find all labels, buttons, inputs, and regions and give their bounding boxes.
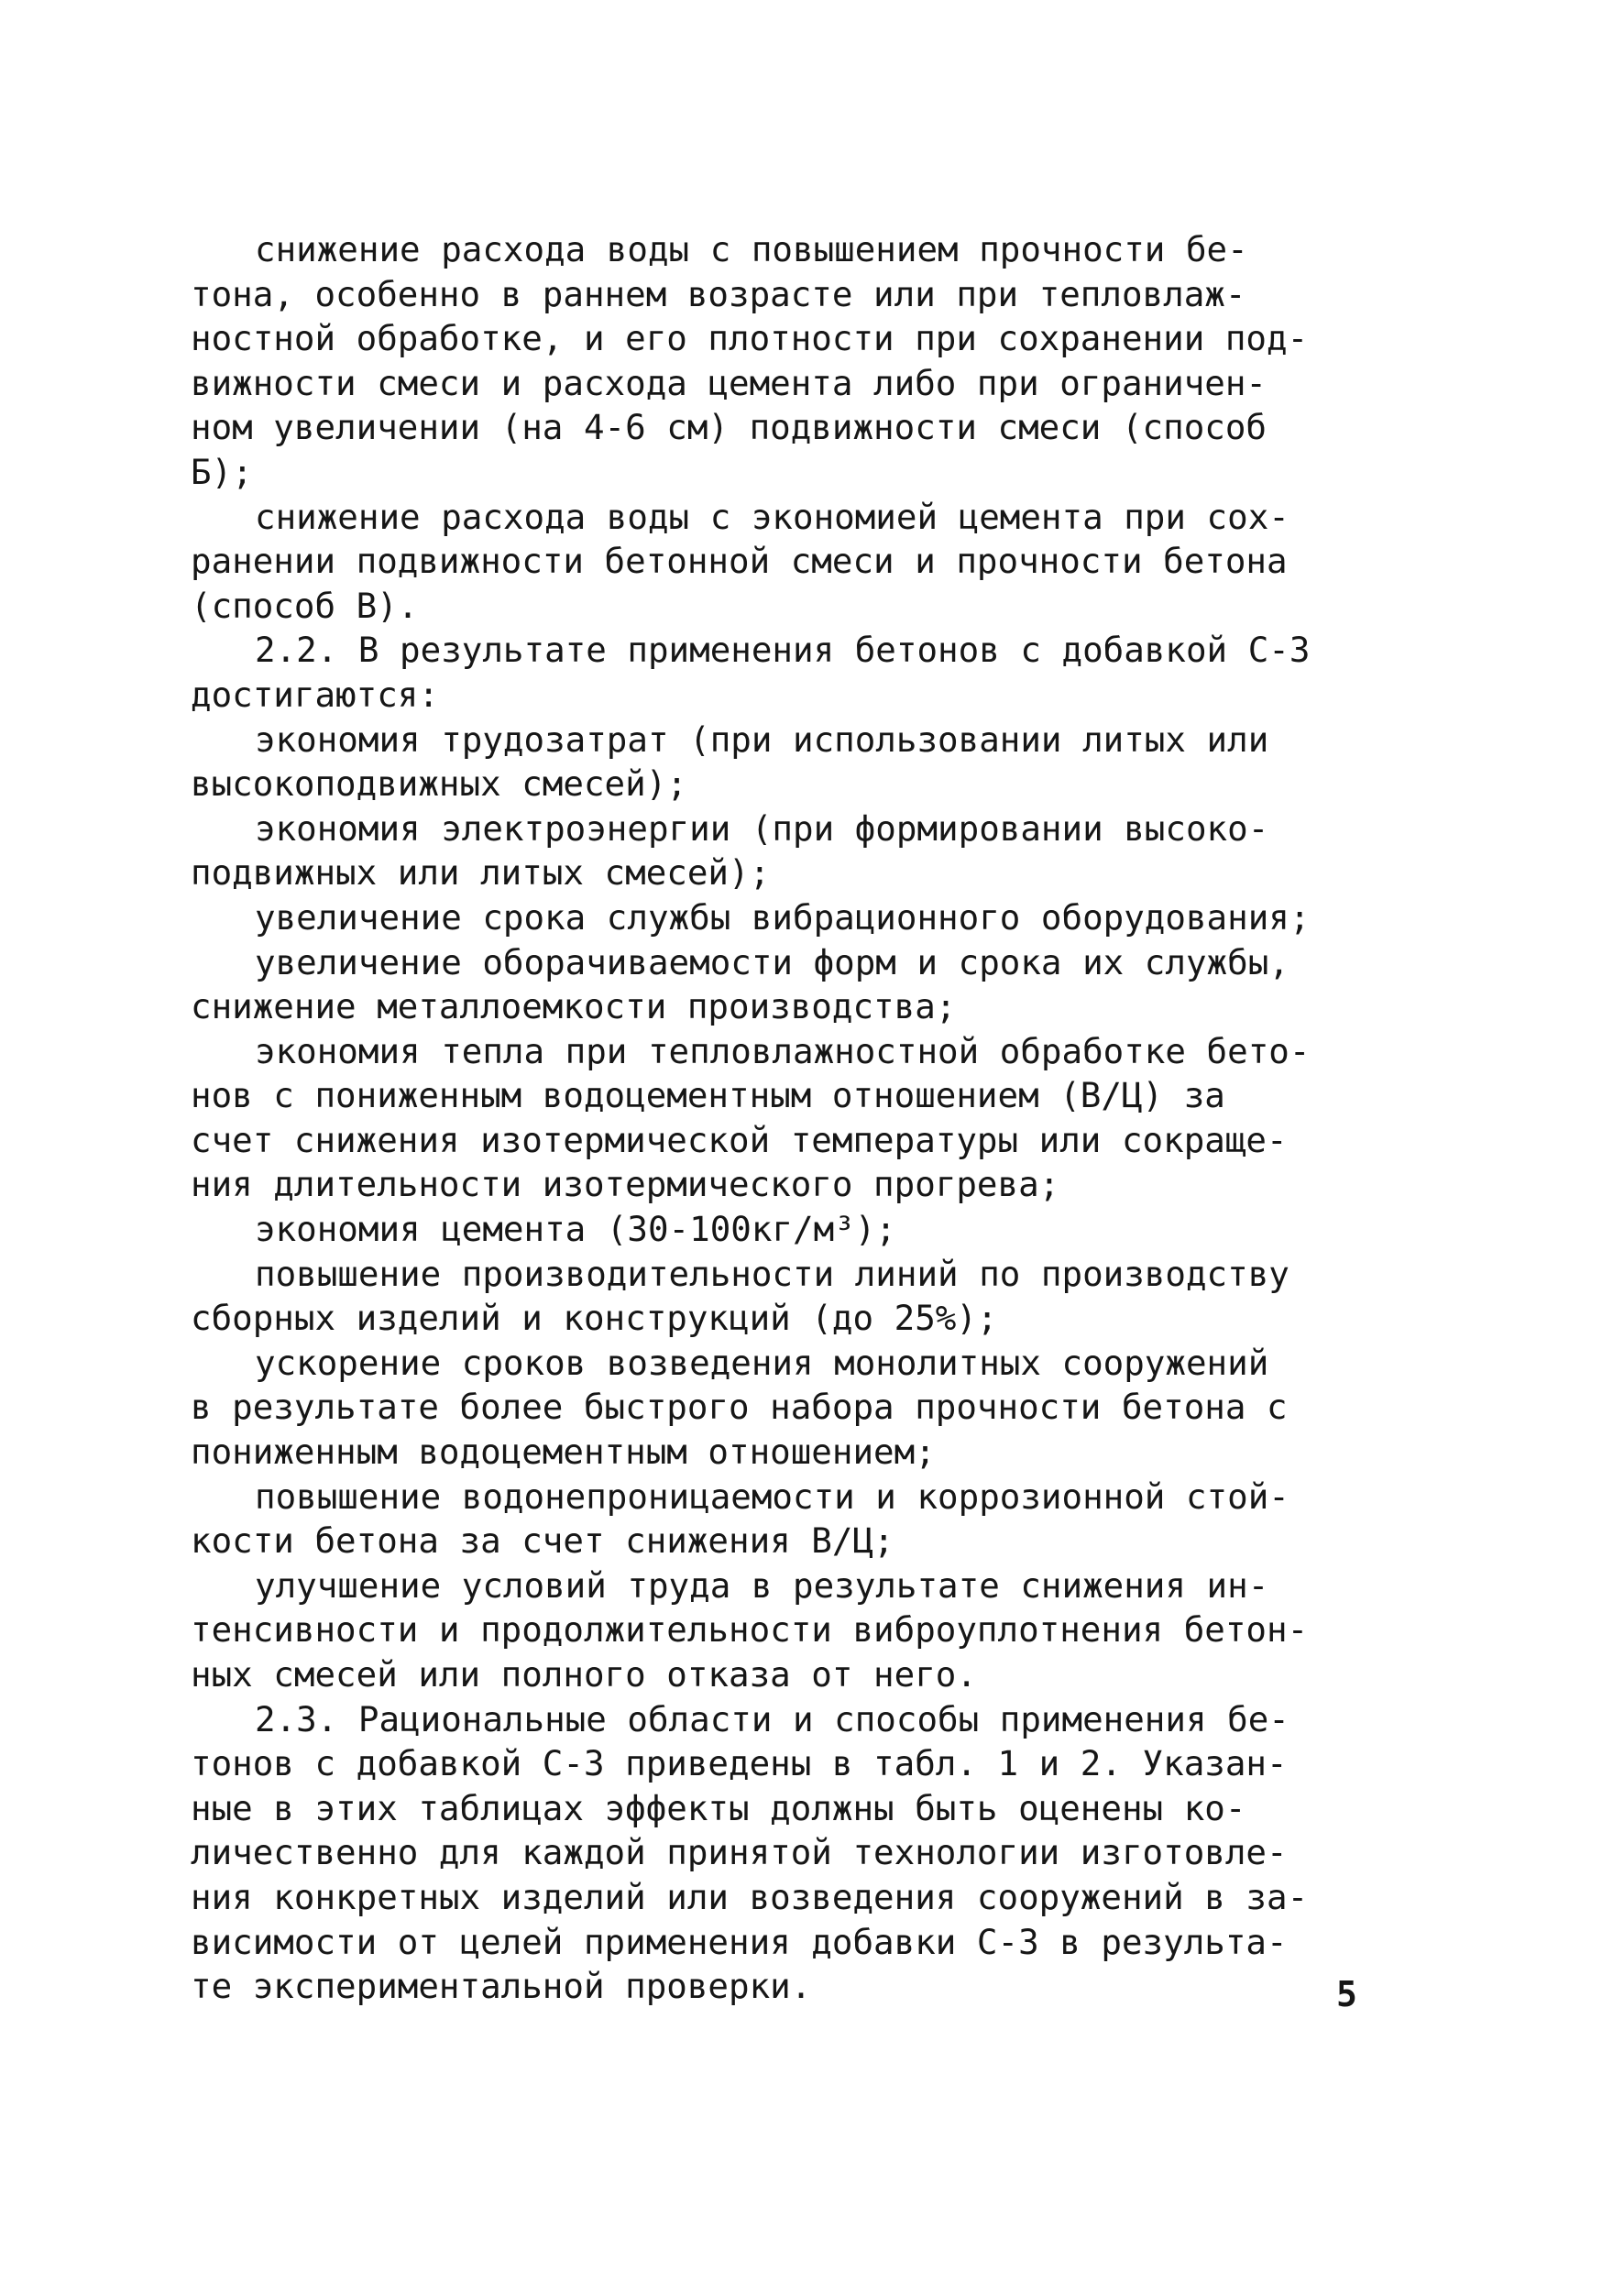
text-line: ном увеличении (на 4-6 см) подвижности смеси (способ <box>191 407 1267 448</box>
text-line: экономия трудозатрат (при использовании литых или <box>255 719 1269 760</box>
text-line: ния конкретных изделий или возведения сооружений в за- <box>191 1876 1309 1917</box>
text-line: ускорение сроков возведения монолитных сооружений <box>255 1342 1269 1383</box>
text-line: вижности смеси и расхода цемента либо при ограничен- <box>191 362 1267 403</box>
text-line: те экспериментальной проверки. <box>191 1966 812 2007</box>
text-line: повышение водонепроницаемости и коррозионной стой- <box>255 1476 1289 1517</box>
text-line: ранении подвижности бетонной смеси и прочности бетона <box>191 541 1288 582</box>
text-line: пониженным водоцементным отношением; <box>191 1432 936 1473</box>
text-line: 2.2. В результате применения бетонов с добавкой С-3 <box>255 630 1311 671</box>
text-line: висимости от целей применения добавки С-3 в результа- <box>191 1921 1288 1962</box>
text-line: тона, особенно в раннем возрасте или при тепловлаж- <box>191 273 1246 314</box>
text-line: экономия цемента (30-100кг/м³); <box>255 1209 896 1250</box>
text-line: улучшение условий труда в результате снижения ин- <box>255 1564 1269 1606</box>
text-line: высокоподвижных смесей); <box>191 763 687 805</box>
text-line: ные в этих таблицах эффекты должны быть оценены ко- <box>191 1787 1246 1828</box>
text-line: ных смесей или полного отказа от него. <box>191 1654 977 1695</box>
text-line: ностной обработке, и его плотности при сохранении под- <box>191 318 1309 359</box>
text-line: личественно для каждой принятой технологии изготовле- <box>191 1832 1288 1873</box>
body-text <box>191 227 1373 2009</box>
text-line: Б); <box>191 451 253 492</box>
text-line: повышение производительности линий по производству <box>255 1253 1289 1294</box>
text-line: нов с пониженным водоцементным отношением (В/Ц) за <box>191 1075 1225 1116</box>
text-line: счет снижения изотермической температуры или сокраще- <box>191 1119 1288 1160</box>
text-line: тенсивности и продолжительности виброуплотнения бетон- <box>191 1609 1309 1651</box>
text-line: снижение расхода воды с экономией цемента при сох- <box>255 496 1289 537</box>
text-line: увеличение срока службы вибрационного оборудования; <box>255 896 1311 938</box>
text-line: тонов с добавкой С-3 приведены в табл. 1 и 2. Указан- <box>191 1743 1288 1784</box>
text-line: в результате более быстрого набора прочности бетона с <box>191 1387 1288 1428</box>
text-line: экономия тепла при тепловлажностной обработке бето- <box>255 1030 1311 1071</box>
page-number: 5 <box>1336 1974 1357 2014</box>
text-line: увеличение оборачиваемости форм и срока их службы, <box>255 941 1289 982</box>
text-line: ния длительности изотермического прогрева; <box>191 1164 1060 1205</box>
text-line: снижение расхода воды с повышением прочности бе- <box>255 229 1248 269</box>
text-line: экономия электроэнергии (при формировании высоко- <box>255 807 1269 849</box>
text-line: достигаются: <box>191 674 439 715</box>
text-line: (способ В). <box>191 585 419 626</box>
text-line: подвижных или литых смесей); <box>191 852 771 894</box>
text-line: снижение металлоемкости производства; <box>191 986 957 1027</box>
text-line: 2.3. Рациональные области и способы применения бе- <box>255 1698 1289 1739</box>
text-line: кости бетона за счет снижения В/Ц; <box>191 1520 894 1562</box>
text-line: сборных изделий и конструкций (до 25%); <box>191 1298 998 1339</box>
